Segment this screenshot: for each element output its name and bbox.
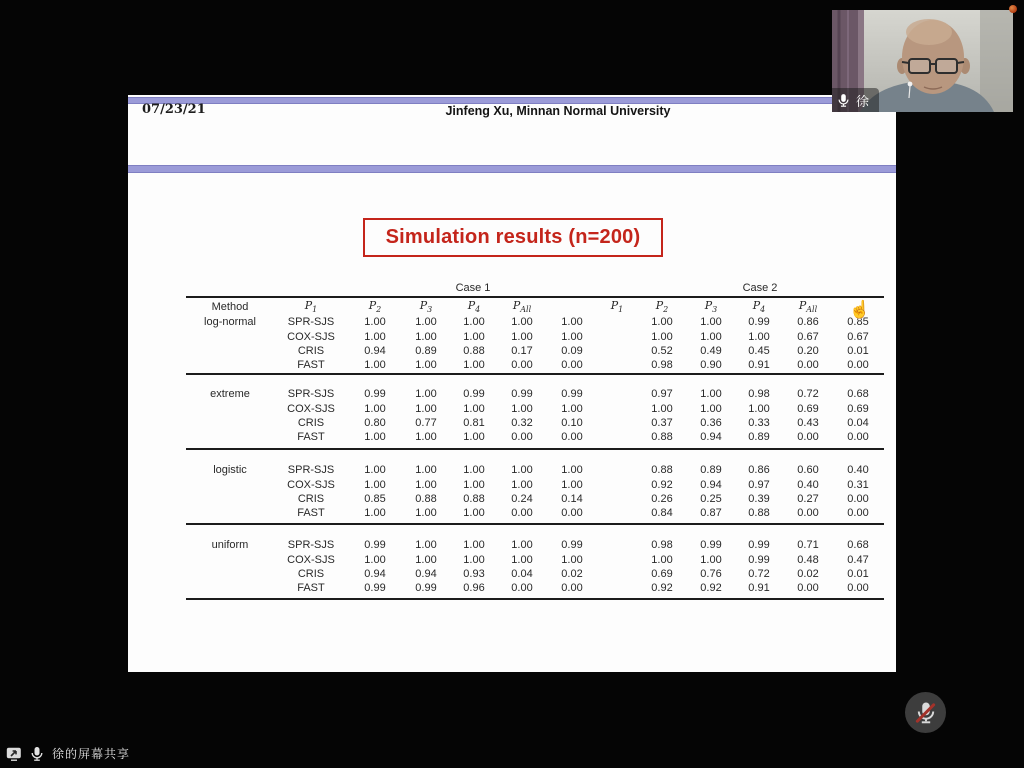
- value-cell: 1.00: [651, 330, 673, 343]
- value-cell: 0.94: [700, 478, 722, 491]
- value-cell: 0.86: [748, 464, 770, 477]
- value-cell: 1.00: [463, 553, 485, 566]
- value-cell: 1.00: [415, 507, 437, 520]
- value-cell: 0.00: [797, 507, 819, 520]
- value-cell: 0.99: [748, 553, 770, 566]
- method-label: CRIS: [297, 567, 325, 580]
- value-cell: 1.00: [415, 464, 437, 477]
- value-cell: 1.00: [463, 402, 485, 415]
- value-cell: 1.00: [651, 316, 673, 329]
- method-label: SPR-SJS: [287, 539, 335, 552]
- value-cell: 0.99: [748, 539, 770, 552]
- slide-accent-bar-mid: [128, 165, 896, 173]
- value-cell: 0.92: [700, 582, 722, 595]
- webcam-video[interactable]: [832, 10, 1013, 112]
- value-cell: 1.00: [463, 539, 485, 552]
- value-cell: 0.67: [847, 330, 869, 343]
- value-cell: 1.00: [748, 402, 770, 415]
- value-cell: 0.00: [797, 582, 819, 595]
- value-cell: 0.92: [651, 478, 673, 491]
- value-cell: 0.91: [748, 359, 770, 372]
- value-cell: 0.00: [797, 431, 819, 444]
- value-cell: 1.00: [364, 464, 386, 477]
- column-header: $P_{All}$: [512, 299, 532, 315]
- value-cell: 0.04: [847, 416, 869, 429]
- value-cell: 1.00: [511, 464, 533, 477]
- method-label: FAST: [297, 431, 325, 444]
- value-cell: 0.47: [847, 553, 869, 566]
- value-cell: 0.01: [847, 344, 869, 357]
- table-block-log-normal: [186, 315, 884, 373]
- value-cell: 0.88: [463, 344, 485, 357]
- participant-name-badge: [832, 88, 879, 112]
- value-cell: 1.00: [511, 330, 533, 343]
- value-cell: 1.00: [415, 330, 437, 343]
- value-cell: 0.45: [748, 344, 770, 357]
- value-cell: 0.48: [797, 553, 819, 566]
- hand-pointer-icon: ☝: [849, 300, 871, 319]
- table-rule: [186, 373, 884, 375]
- method-label: COX-SJS: [287, 402, 335, 415]
- table-block-extreme: [186, 387, 884, 445]
- value-cell: 1.00: [561, 553, 583, 566]
- value-cell: 0.88: [463, 492, 485, 505]
- value-cell: 0.33: [748, 416, 770, 429]
- value-cell: 0.89: [748, 431, 770, 444]
- value-cell: 1.00: [463, 464, 485, 477]
- value-cell: 0.02: [797, 567, 819, 580]
- value-cell: 0.97: [651, 388, 673, 401]
- value-cell: 1.00: [651, 402, 673, 415]
- value-cell: 0.00: [511, 359, 533, 372]
- value-cell: 1.00: [415, 539, 437, 552]
- value-cell: 0.89: [415, 344, 437, 357]
- value-cell: 0.60: [797, 464, 819, 477]
- value-cell: 0.69: [797, 402, 819, 415]
- method-label: COX-SJS: [287, 553, 335, 566]
- value-cell: 1.00: [463, 478, 485, 491]
- method-label: CRIS: [297, 344, 325, 357]
- value-cell: 0.68: [847, 539, 869, 552]
- share-status-bar: [6, 745, 130, 762]
- value-cell: 0.99: [748, 316, 770, 329]
- method-label: FAST: [297, 582, 325, 595]
- value-cell: 0.86: [797, 316, 819, 329]
- value-cell: 0.00: [847, 582, 869, 595]
- recording-indicator-icon: [1009, 5, 1017, 13]
- method-label: FAST: [297, 359, 325, 372]
- group-label: log-normal: [204, 316, 256, 329]
- value-cell: 0.39: [748, 492, 770, 505]
- value-cell: 1.00: [364, 507, 386, 520]
- value-cell: 0.99: [364, 539, 386, 552]
- value-cell: 0.00: [561, 359, 583, 372]
- value-cell: 1.00: [700, 388, 722, 401]
- value-cell: 0.98: [651, 539, 673, 552]
- value-cell: 0.99: [364, 388, 386, 401]
- table-rule: [186, 296, 884, 298]
- value-cell: 0.89: [700, 464, 722, 477]
- value-cell: 0.52: [651, 344, 673, 357]
- value-cell: 0.90: [700, 359, 722, 372]
- microphone-icon: [838, 93, 849, 108]
- value-cell: 0.25: [700, 492, 722, 505]
- value-cell: 0.72: [797, 388, 819, 401]
- value-cell: 0.91: [748, 582, 770, 595]
- value-cell: 1.00: [463, 330, 485, 343]
- value-cell: 0.17: [511, 344, 533, 357]
- value-cell: 0.99: [463, 388, 485, 401]
- column-header: $P_2$: [655, 299, 669, 315]
- value-cell: 0.87: [700, 507, 722, 520]
- method-label: CRIS: [297, 416, 325, 429]
- value-cell: 1.00: [700, 330, 722, 343]
- value-cell: 0.00: [847, 431, 869, 444]
- value-cell: 0.00: [847, 359, 869, 372]
- value-cell: 0.00: [561, 507, 583, 520]
- value-cell: 1.00: [511, 553, 533, 566]
- value-cell: 1.00: [364, 402, 386, 415]
- value-cell: 0.09: [561, 344, 583, 357]
- value-cell: 1.00: [511, 478, 533, 491]
- table-block-logistic: [186, 463, 884, 521]
- value-cell: 0.98: [651, 359, 673, 372]
- value-cell: 1.00: [364, 431, 386, 444]
- value-cell: 0.00: [847, 492, 869, 505]
- value-cell: 1.00: [364, 553, 386, 566]
- screen-share-icon: [6, 747, 23, 761]
- value-cell: 0.99: [561, 388, 583, 401]
- value-cell: 1.00: [415, 478, 437, 491]
- table-rule: [186, 598, 884, 600]
- method-label: COX-SJS: [287, 330, 335, 343]
- method-label: SPR-SJS: [287, 316, 335, 329]
- value-cell: 0.71: [797, 539, 819, 552]
- value-cell: 0.99: [700, 539, 722, 552]
- value-cell: 0.96: [463, 582, 485, 595]
- column-header: $P_2$: [368, 299, 382, 315]
- value-cell: 1.00: [415, 388, 437, 401]
- value-cell: 0.69: [651, 567, 673, 580]
- slide-title-box: [363, 218, 663, 257]
- method-label: SPR-SJS: [287, 388, 335, 401]
- method-label: CRIS: [297, 492, 325, 505]
- value-cell: 0.88: [415, 492, 437, 505]
- value-cell: 0.99: [511, 388, 533, 401]
- value-cell: 0.68: [847, 388, 869, 401]
- value-cell: 1.00: [463, 431, 485, 444]
- case1-label: Case 1: [455, 282, 491, 294]
- value-cell: 1.00: [364, 359, 386, 372]
- value-cell: 1.00: [364, 316, 386, 329]
- value-cell: 1.00: [651, 553, 673, 566]
- value-cell: 0.04: [511, 567, 533, 580]
- value-cell: 1.00: [364, 330, 386, 343]
- column-header: $P_3$: [419, 299, 433, 315]
- value-cell: 1.00: [415, 359, 437, 372]
- value-cell: 0.40: [847, 464, 869, 477]
- case2-label: Case 2: [742, 282, 778, 294]
- slide-header-author: Jinfeng Xu, Minnan Normal University: [445, 104, 671, 118]
- value-cell: 1.00: [463, 316, 485, 329]
- participant-name: 徐: [856, 93, 870, 109]
- value-cell: 0.81: [463, 416, 485, 429]
- value-cell: 1.00: [561, 402, 583, 415]
- value-cell: 0.40: [797, 478, 819, 491]
- value-cell: 0.01: [847, 567, 869, 580]
- value-cell: 0.00: [511, 582, 533, 595]
- value-cell: 0.88: [748, 507, 770, 520]
- value-cell: 0.32: [511, 416, 533, 429]
- value-cell: 0.00: [511, 431, 533, 444]
- column-header: $P_{All}$: [798, 299, 818, 315]
- value-cell: 0.14: [561, 492, 583, 505]
- value-cell: 0.88: [651, 431, 673, 444]
- value-cell: 0.85: [364, 492, 386, 505]
- value-cell: 0.67: [797, 330, 819, 343]
- value-cell: 0.92: [651, 582, 673, 595]
- value-cell: 0.00: [561, 582, 583, 595]
- value-cell: 1.00: [364, 478, 386, 491]
- value-cell: 1.00: [463, 359, 485, 372]
- table-rule: [186, 448, 884, 450]
- value-cell: 0.27: [797, 492, 819, 505]
- value-cell: 0.99: [415, 582, 437, 595]
- value-cell: 0.00: [511, 507, 533, 520]
- value-cell: 1.00: [415, 553, 437, 566]
- column-header-row: [186, 299, 884, 314]
- value-cell: 0.77: [415, 416, 437, 429]
- method-label: FAST: [297, 507, 325, 520]
- value-cell: 0.94: [364, 344, 386, 357]
- column-header: $P_1$: [304, 299, 318, 315]
- value-cell: 0.31: [847, 478, 869, 491]
- microphone-status-icon: [31, 746, 43, 762]
- value-cell: 1.00: [561, 316, 583, 329]
- value-cell: 0.76: [700, 567, 722, 580]
- value-cell: 1.00: [511, 402, 533, 415]
- value-cell: 0.26: [651, 492, 673, 505]
- method-label: SPR-SJS: [287, 464, 335, 477]
- method-label: COX-SJS: [287, 478, 335, 491]
- value-cell: 0.94: [415, 567, 437, 580]
- case-label-row: [186, 281, 884, 295]
- value-cell: 0.43: [797, 416, 819, 429]
- value-cell: 1.00: [748, 330, 770, 343]
- value-cell: 1.00: [700, 402, 722, 415]
- group-label: logistic: [213, 464, 247, 477]
- value-cell: 0.10: [561, 416, 583, 429]
- slide-title: Simulation results (n=200): [385, 226, 641, 248]
- column-header: $P_4$: [467, 299, 481, 315]
- value-cell: 0.85: [847, 316, 869, 329]
- shared-slide: [128, 95, 896, 672]
- value-cell: 0.97: [748, 478, 770, 491]
- value-cell: 0.94: [364, 567, 386, 580]
- value-cell: 1.00: [511, 539, 533, 552]
- value-cell: 0.02: [561, 567, 583, 580]
- value-cell: 0.69: [847, 402, 869, 415]
- value-cell: 0.93: [463, 567, 485, 580]
- value-cell: 0.37: [651, 416, 673, 429]
- value-cell: 0.99: [561, 539, 583, 552]
- value-cell: 0.80: [364, 416, 386, 429]
- value-cell: 0.84: [651, 507, 673, 520]
- value-cell: 0.49: [700, 344, 722, 357]
- value-cell: 1.00: [463, 507, 485, 520]
- table-block-uniform: [186, 538, 884, 596]
- value-cell: 0.99: [364, 582, 386, 595]
- column-header: $P_3$: [704, 299, 718, 315]
- value-cell: 1.00: [415, 316, 437, 329]
- share-status-label: 徐的屏幕共享: [52, 747, 131, 761]
- value-cell: 0.00: [797, 359, 819, 372]
- group-label: extreme: [210, 388, 250, 401]
- column-header: Method: [211, 300, 249, 313]
- value-cell: 1.00: [561, 478, 583, 491]
- column-header: $P_1$: [610, 299, 624, 315]
- value-cell: 0.36: [700, 416, 722, 429]
- value-cell: 0.72: [748, 567, 770, 580]
- value-cell: 1.00: [415, 402, 437, 415]
- mute-button[interactable]: [905, 692, 946, 733]
- value-cell: 0.88: [651, 464, 673, 477]
- slide-accent-bar-top: [128, 97, 896, 104]
- group-label: uniform: [211, 539, 249, 552]
- column-header: $P_4$: [752, 299, 766, 315]
- value-cell: 1.00: [511, 316, 533, 329]
- value-cell: 0.00: [561, 431, 583, 444]
- value-cell: 1.00: [415, 431, 437, 444]
- value-cell: 0.20: [797, 344, 819, 357]
- value-cell: 1.00: [700, 553, 722, 566]
- value-cell: 0.00: [847, 507, 869, 520]
- value-cell: 1.00: [700, 316, 722, 329]
- value-cell: 0.94: [700, 431, 722, 444]
- table-rule: [186, 523, 884, 525]
- value-cell: 1.00: [561, 464, 583, 477]
- value-cell: 1.00: [561, 330, 583, 343]
- slide-date: 07/23/21: [142, 102, 206, 117]
- value-cell: 0.24: [511, 492, 533, 505]
- value-cell: 0.98: [748, 388, 770, 401]
